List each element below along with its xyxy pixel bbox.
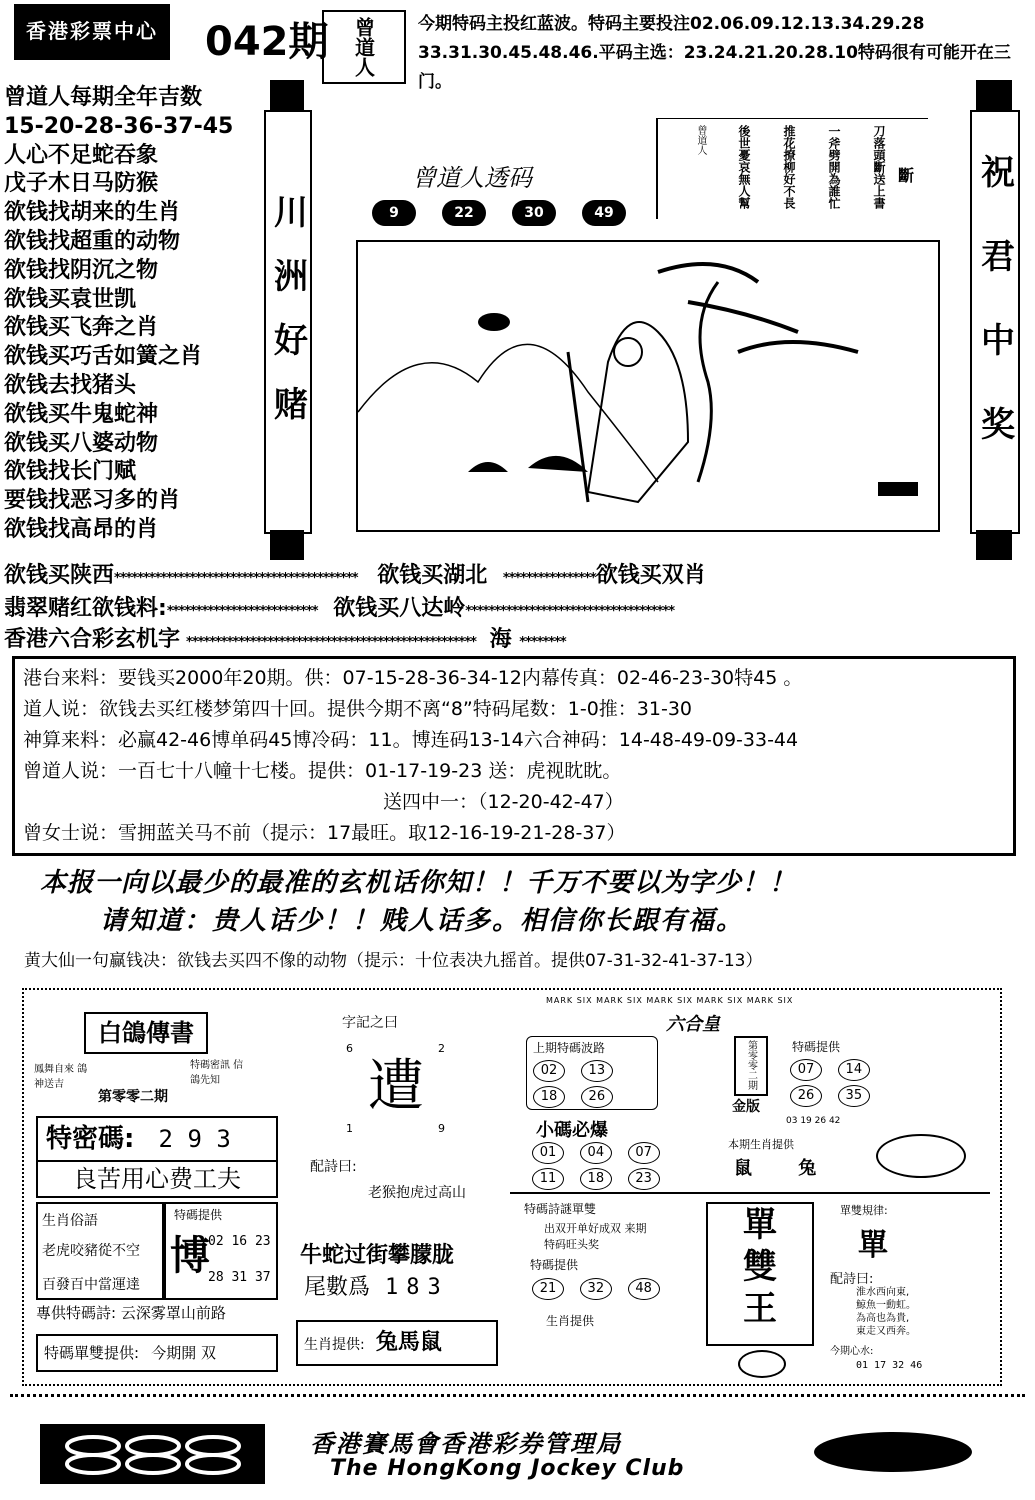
issue-number: 042期 [205, 19, 329, 65]
star-row-text: 欲钱买双肖 [595, 563, 706, 588]
pigeon-nums-bottom: 28 31 37 [208, 1270, 271, 1285]
zodiac-glyphs: 鼠 兔 [734, 1158, 837, 1179]
small-num: 04 [580, 1142, 612, 1164]
word-char: 遭 [368, 1054, 424, 1119]
star-row [4, 622, 1024, 653]
left-column [4, 84, 264, 545]
emblem-icon [876, 1134, 966, 1178]
king-box [706, 1202, 814, 1346]
right-panel [506, 996, 996, 1382]
star-row-stars: ************************************ [465, 604, 675, 619]
word-tail-value: 183 [385, 1275, 449, 1300]
pigeon-nums-top: 02 16 23 [208, 1234, 271, 1249]
info-line: 送四中一：（12-20-42-47） [383, 791, 624, 813]
word-headline: 牛蛇过街攀朦胧 [300, 1243, 455, 1268]
tip-line: 欲钱找阴沉之物 [4, 257, 159, 283]
poem-line: 刀落頭斷送上書 [872, 125, 886, 209]
painting-ball: 30 [512, 200, 556, 226]
provide-num: 14 [838, 1059, 870, 1081]
tip-line: 欲钱找高昂的肖 [4, 516, 159, 542]
painting-ball: 9 [372, 200, 416, 226]
footer-en: The HongKong Jockey Club [330, 1456, 685, 1481]
star-row-stars: ****************************************** [114, 571, 358, 586]
painting-illustration [356, 240, 940, 532]
scroll-left [264, 110, 312, 534]
tip-line: 欲钱找超重的动物 [4, 228, 181, 254]
pigeon-provide [162, 1202, 278, 1300]
marks-strip: MARK SIX MARK SIX MARK SIX MARK SIX MARK SIX [546, 996, 794, 1005]
tip-line: 要钱找恶习多的肖 [4, 488, 181, 514]
star-row-text: 翡翠赌红欲钱料: [4, 596, 167, 621]
lucky-numbers: 15-20-28-36-37-45 [4, 113, 234, 139]
scroll-right [970, 110, 1020, 534]
pigeon-box [30, 1004, 285, 1379]
tip-line: 欲钱买八婆动物 [4, 430, 159, 456]
tip-line: 欲钱去找猪头 [4, 372, 137, 398]
word-tail [304, 1270, 449, 1301]
provide-box [784, 1036, 884, 1108]
scroll-right-text: 祝君中奖 [974, 154, 1015, 490]
pigeon-single-double-value: 今期開 双 [151, 1344, 216, 1362]
poem-line: 一斧劈開為誰忙 [827, 125, 841, 209]
pigeon-hit: 百發百中當運達 [42, 1277, 140, 1293]
lower-section [510, 1192, 990, 1380]
word-title: 字記之曰 [342, 1015, 398, 1031]
poem-tag: 斷 [898, 166, 915, 185]
bottom-title: 生肖提供 [546, 1314, 595, 1328]
pigeon-motto: 良苦用心费工夫 [36, 1160, 278, 1198]
sage-illustration [358, 242, 938, 530]
scroll-left-top-roller [270, 80, 304, 110]
scroll-left-text: 川洲好赌 [267, 194, 308, 450]
provide-note: 03 19 26 42 [786, 1116, 841, 1126]
pigeon-issue: 第零零二期 [98, 1089, 168, 1105]
tip-line: 欲钱买牛鬼蛇神 [4, 401, 159, 427]
word-corner-bl: 1 [346, 1122, 353, 1135]
issue-box [734, 1036, 768, 1096]
small-num: 07 [628, 1142, 660, 1164]
poem-line: 曾道人 [695, 125, 706, 155]
tip-line: 人心不足蛇吞象 [4, 142, 159, 168]
provide2-num: 48 [628, 1278, 660, 1300]
word-corner-tr: 2 [438, 1042, 445, 1055]
poem-line: 後世憂哀無人幫 [737, 125, 751, 209]
king-char: 雙 [743, 1247, 777, 1287]
pigeon-side-right: 特碼密訊 信鴿先知 [190, 1060, 244, 1086]
footer-logo-right [814, 1432, 972, 1472]
poem-lines [668, 125, 888, 215]
seal-text: 曾道人 [351, 17, 376, 77]
star-row-text: 欲钱买湖北 [377, 563, 488, 588]
tip-line: 欲钱买巧舌如簧之肖 [4, 344, 203, 370]
issue-sub: 金版 [732, 1099, 760, 1115]
provide2-title: 特碼提供 [530, 1258, 579, 1272]
painting-ball: 49 [582, 200, 626, 226]
pigeon-special [36, 1116, 278, 1162]
lucky-title: 曾道人每期全年吉数 [4, 85, 203, 110]
provide-num: 07 [790, 1059, 822, 1081]
info-line: 港台来料：要钱买2000年20期。供：07-15-28-36-34-12内幕传真：02-46-23-30特45 。 [23, 667, 803, 689]
knot-logo-icon [53, 1432, 253, 1476]
flower-icon [738, 1350, 786, 1378]
word-poem: 老猴抱虎过高山 [368, 1185, 466, 1201]
pigeon-special-label: 特密碼: [46, 1124, 135, 1154]
provide-num: 35 [838, 1085, 870, 1107]
footer-cn: 香港賽馬會香港彩券管理局 [310, 1429, 622, 1458]
slogan-line-2: 请知道：贵人话少！！贱人话多。相信你长跟有福。 [100, 906, 745, 936]
star-row-stars: ************************** [166, 604, 318, 619]
scroll-right-top-roller [976, 80, 1012, 110]
issue-label: 第零零二期 [745, 1040, 757, 1090]
pigeon-zodiac-text: 老虎咬豬從不空 [42, 1243, 140, 1259]
small-num: 23 [628, 1168, 660, 1190]
footer-logo-left [40, 1424, 265, 1484]
provide2-num: 21 [532, 1278, 564, 1300]
side-poem-line: 淮水西向東, [856, 1287, 910, 1298]
star-row-text: 欲钱买陕西 [4, 563, 115, 588]
small-nums [526, 1140, 716, 1192]
word-box [290, 1004, 500, 1379]
painting-ball: 22 [442, 200, 486, 226]
huang-line: 黄大仙一句赢钱决：欲钱去买四不像的动物（提示：十位表决九摇首。提供07-31-32-41-37-13） [24, 951, 763, 971]
provide-num: 26 [790, 1085, 822, 1107]
wave-title: 上期特碼波路 [533, 1041, 606, 1055]
wave-num: 26 [581, 1086, 613, 1108]
pigeon-zodiac [36, 1202, 166, 1300]
slogan-line-1: 本报一向以最少的最准的玄机话你知！！千万不要以为字少！！ [40, 868, 797, 898]
word-zodiac-label: 生肖提供: [304, 1337, 365, 1353]
zodiac-title: 本期生肖提供 [728, 1138, 794, 1151]
star-row-text: 海 [489, 627, 512, 652]
word-corner-tl: 6 [346, 1042, 353, 1055]
side-nums: 01 17 32 46 [856, 1360, 923, 1371]
main-tip: 今期特码主投红蓝波。特码主要投注02.06.09.12.13.34.29.28 33.31.30.45.48.46.平码主选：23.24.21.20.28.10特码很有可能开在三门。 [418, 14, 1011, 92]
poem-text: 出双开单好成双 来期特码旺头奖 [544, 1222, 647, 1251]
side-poem-title: 配詩曰: [830, 1272, 874, 1287]
king-char: 王 [743, 1289, 777, 1329]
side-poem-line: 為高也為貴, [856, 1313, 910, 1324]
word-zodiac [296, 1320, 498, 1366]
tip-line: 欲钱找长门赋 [4, 459, 137, 485]
painting-header [312, 96, 652, 232]
wave-box [526, 1036, 658, 1110]
pigeon-single-double-label: 特碼單雙提供: [44, 1344, 140, 1362]
small-title: 小碼必爆 [536, 1120, 608, 1141]
pigeon-provide-title: 特碼提供 [174, 1208, 223, 1222]
info-box [12, 656, 1016, 856]
poem-line: 推花撩柳好不長 [782, 125, 796, 209]
poem-title: 特碼詩謎單雙 [524, 1202, 597, 1216]
scroll-left-bottom-roller [270, 530, 304, 560]
painting-title: 曾道人透码 [412, 164, 532, 192]
star-row-text: 欲钱买八达岭 [333, 596, 466, 621]
info-line: 神算来料：必赢42-46博单码45博冷码：11。博连码13-14六合神码：14-48-49-09-33-44 [23, 729, 799, 751]
footer-divider [10, 1394, 1025, 1397]
star-row-stars: **************** [502, 571, 596, 586]
small-num: 01 [532, 1142, 564, 1164]
provide2-num: 32 [580, 1278, 612, 1300]
provide-title: 特碼提供 [792, 1040, 841, 1054]
king-char: 單 [743, 1205, 777, 1245]
side-poem-line: 東走又西奔。 [856, 1326, 916, 1337]
word-tail-label: 尾數爲 [304, 1275, 371, 1300]
info-line: 道人说：欲钱去买红楼梦第四十回。提供今期不离“8”特码尾数：1-0推：31-30 [23, 698, 693, 720]
tip-line: 欲钱买飞奔之肖 [4, 315, 159, 341]
poem-panel [656, 118, 928, 219]
scroll-right-bottom-roller [976, 530, 1012, 560]
logo-box [14, 4, 170, 60]
word-poem-label: 配詩曰: [310, 1159, 357, 1175]
star-row [4, 558, 1024, 589]
pigeon-zodiac-title: 生肖俗語 [42, 1213, 98, 1229]
star-row [4, 591, 1024, 622]
pigeon-big-char: 博 [170, 1233, 210, 1279]
word-zodiac-value: 兔馬鼠 [375, 1330, 442, 1355]
pigeon-single-double [36, 1334, 278, 1372]
word-corner-br: 9 [438, 1122, 445, 1135]
side-title: 單雙規律: [840, 1204, 888, 1217]
star-row-stars: ************************************************** [186, 635, 476, 650]
wave-num: 13 [581, 1060, 613, 1082]
side-char: 單 [858, 1228, 888, 1263]
star-row-text: 香港六合彩玄机字 [4, 627, 181, 652]
seal [322, 10, 406, 84]
small-num: 11 [532, 1168, 564, 1190]
info-line: 曾道人说：一百七十八幢十七楼。提供：01-17-19-23 送：虎视眈眈。 [23, 760, 622, 782]
pigeon-poem: 專供特碼詩: 云深雾罩山前路 [36, 1304, 226, 1322]
provide2-nums [526, 1276, 666, 1302]
wave-num: 18 [533, 1086, 565, 1108]
wave-num: 02 [533, 1060, 565, 1082]
tip-line: 戊子木日马防猴 [4, 171, 159, 197]
pigeon-side-left: 鳳舞自來 鴿神送吉 [34, 1064, 88, 1090]
pigeon-special-value: 2 9 3 [158, 1125, 231, 1153]
tip-line: 欲钱买袁世凯 [4, 286, 137, 312]
logo-text: 香港彩票中心 [26, 19, 158, 43]
tip-line: 欲钱找胡来的生肖 [4, 200, 181, 226]
info-line: 曾女士说：雪拥蓝关马不前（提示：17最旺。取12-16-19-21-28-37） [23, 822, 626, 844]
right-title: 六合皇 [666, 1014, 720, 1035]
star-row-stars: ******** [519, 635, 566, 650]
side-poem [856, 1286, 916, 1338]
side-heart: 今期心水: [830, 1346, 874, 1357]
side-poem-line: 鯨魚一動虹。 [856, 1300, 916, 1311]
small-num: 18 [580, 1168, 612, 1190]
pigeon-title: 白鴿傳書 [84, 1012, 208, 1054]
